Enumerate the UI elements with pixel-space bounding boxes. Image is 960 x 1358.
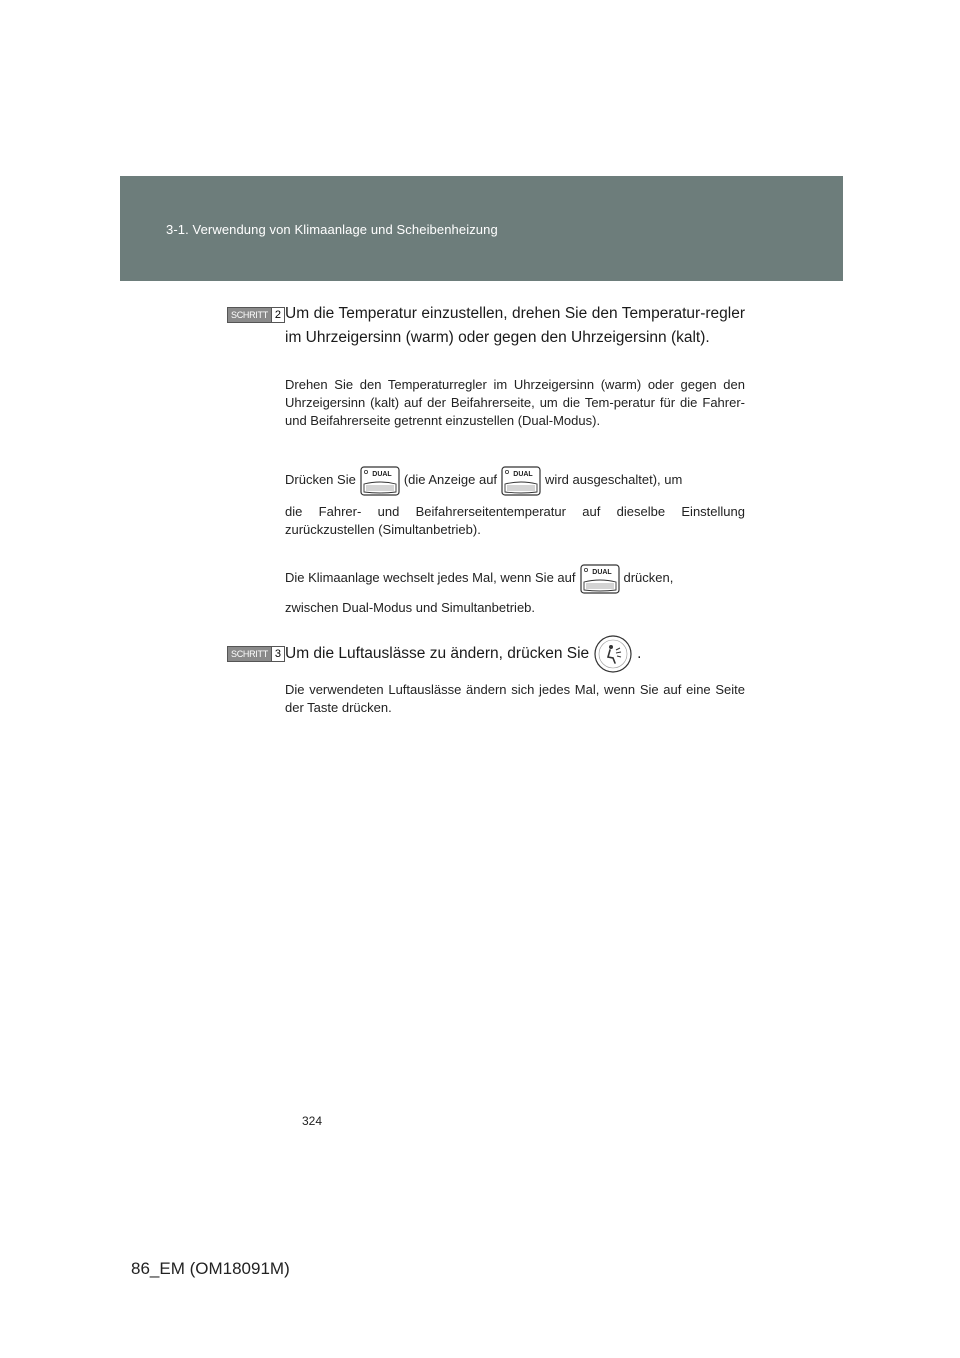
step-badge-number: 2 — [271, 308, 284, 322]
airflow-mode-icon — [593, 634, 633, 674]
step-2-text: Um die Temperatur einzustellen, drehen Sie den Temperatur-regler im Uhrzeigersinn (warm) oder gegen den Uhrzeigersinn (kalt). — [285, 305, 745, 346]
step-badge-word: SCHRITT — [228, 308, 271, 322]
section-title: 3-1. Verwendung von Klimaanlage und Scheibenheizung — [166, 222, 498, 237]
step-badge-number: 3 — [271, 647, 284, 661]
dual-button-icon — [501, 466, 541, 496]
document-code: 86_EM (OM18091M) — [131, 1259, 290, 1278]
text-fragment: drücken, — [623, 570, 674, 585]
step-badge — [227, 646, 285, 662]
paragraph-simultaneous: die Fahrer- und Beifahrerseitentemperatur auf dieselbe Einstellung zurückzustellen (Simultanbetrieb). — [285, 504, 745, 537]
svg-text:DUAL: DUAL — [372, 470, 392, 478]
paragraph-airflow: Die verwendeten Luftauslässe ändern sich jedes Mal, wenn Sie auf eine Seite der Taste drücken. — [285, 682, 745, 715]
step-badge-word: SCHRITT — [228, 647, 271, 661]
svg-text:DUAL: DUAL — [513, 470, 533, 478]
section-header — [120, 176, 843, 281]
step-badge — [227, 307, 285, 323]
dual-button-icon — [580, 564, 620, 594]
paragraph-dual-mode: Drehen Sie den Temperaturregler im Uhrzeigersinn (warm) oder gegen den Uhrzeigersinn (kalt) auf der Beifahrerseite, um die Tem-peratur für die Fahrer- und Beifahrerseite getrennt einzustellen (Dual-Modus). — [285, 377, 745, 428]
svg-text:DUAL: DUAL — [591, 568, 612, 576]
dual-button-icon — [360, 466, 400, 496]
text-fragment: wird ausgeschaltet), um — [545, 472, 683, 487]
paragraph-switch-mode — [285, 562, 745, 594]
step-3-text — [285, 634, 745, 674]
text-fragment: Um die Luftauslässe zu ändern, drücken Sie — [285, 645, 590, 663]
text-fragment: Die Klimaanlage wechselt jedes Mal, wenn Sie auf — [285, 570, 576, 585]
paragraph-press-dual — [285, 464, 745, 496]
text-fragment: . — [637, 645, 642, 663]
page-number: 324 — [302, 1114, 323, 1128]
paragraph-switch-mode-cont: zwischen Dual-Modus und Simultanbetrieb. — [285, 600, 536, 615]
text-fragment: (die Anzeige auf — [403, 472, 498, 487]
text-fragment: Drücken Sie — [285, 472, 356, 487]
